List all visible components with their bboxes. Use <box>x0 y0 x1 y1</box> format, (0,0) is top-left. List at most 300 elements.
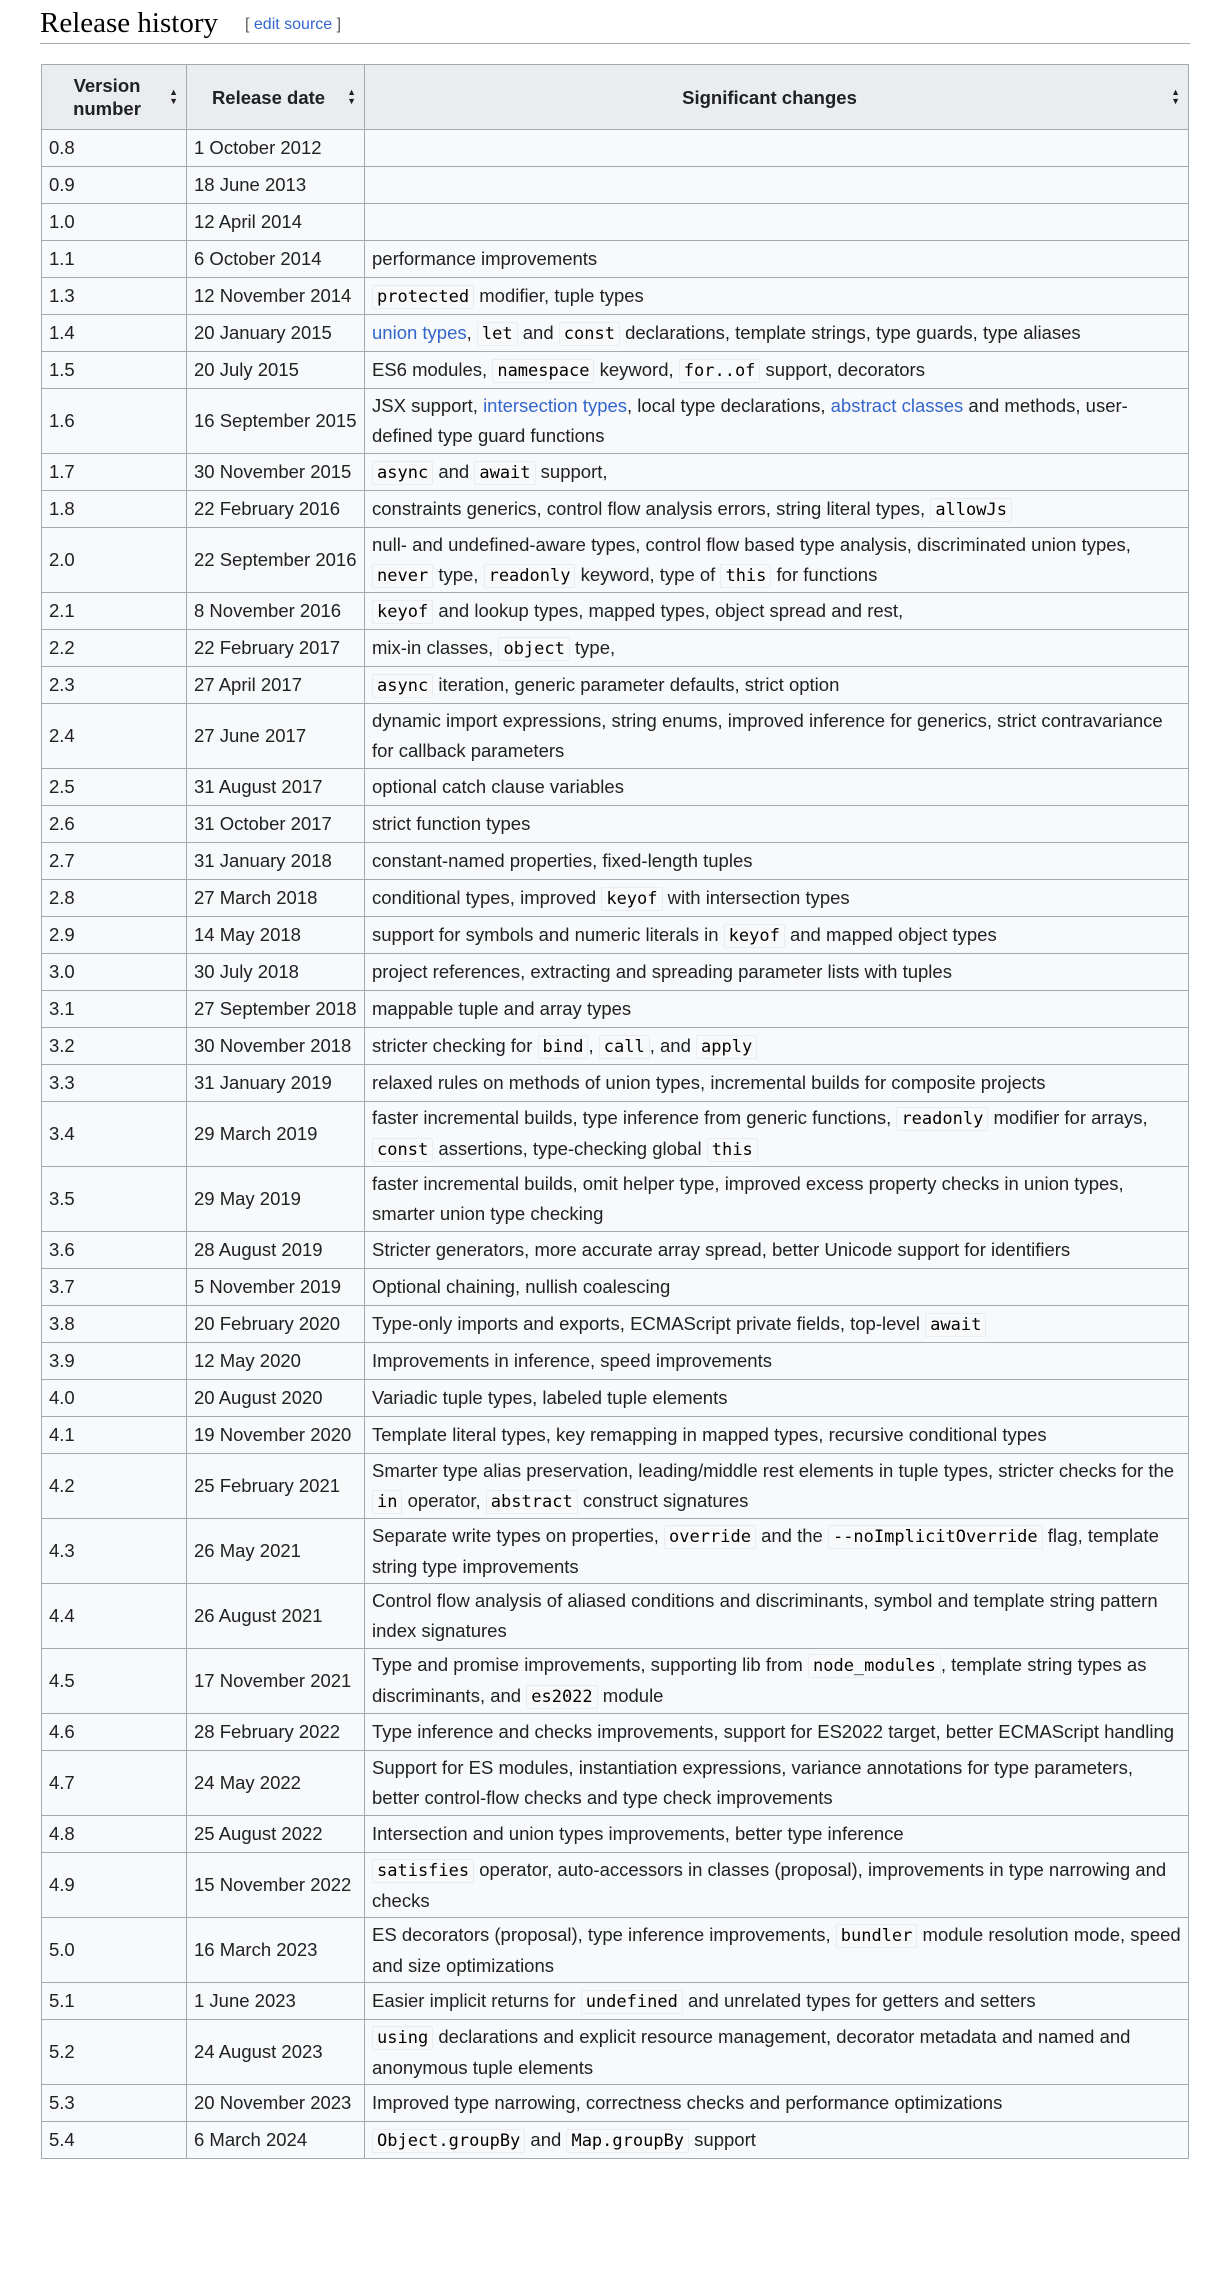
header-release-date-label: Release date <box>211 86 326 108</box>
code-keyword: keyof <box>372 600 433 624</box>
change-text: keyword, type of <box>575 563 721 585</box>
version-cell: 1.6 <box>42 389 187 454</box>
release-date-cell: 15 November 2022 <box>187 1853 365 1918</box>
table-row <box>42 241 1189 278</box>
release-date-cell: 29 May 2019 <box>187 1167 365 1232</box>
sort-icon[interactable]: ▲ ▼ <box>347 87 356 106</box>
table-row <box>42 2122 1189 2159</box>
change-text: constraints generics, control flow analysis errors, string literal types, <box>372 497 931 519</box>
code-keyword: Object.groupBy <box>372 2129 525 2153</box>
code-keyword: Map.groupBy <box>566 2129 689 2153</box>
release-date-cell: 31 January 2019 <box>187 1065 365 1102</box>
code-keyword: in <box>372 1490 402 1514</box>
table-row <box>42 278 1189 315</box>
table-row <box>42 917 1189 954</box>
table-row <box>42 1983 1189 2020</box>
release-date-cell: 14 May 2018 <box>187 917 365 954</box>
changes-cell <box>365 843 1189 880</box>
release-date-cell: 26 May 2021 <box>187 1519 365 1584</box>
changes-cell <box>365 1918 1189 1983</box>
changes-cell <box>365 1167 1189 1232</box>
change-text: and lookup types, mapped types, object spread and rest, <box>433 599 904 621</box>
change-text: , <box>466 321 477 343</box>
table-row <box>42 880 1189 917</box>
change-text: and <box>517 321 559 343</box>
change-text: project references, extracting and spreading parameter lists with tuples <box>372 961 952 982</box>
code-keyword: keyof <box>724 924 785 948</box>
version-cell: 2.2 <box>42 630 187 667</box>
changes-cell <box>365 1380 1189 1417</box>
change-text: assertions, type-checking global <box>433 1138 707 1159</box>
code-keyword: let <box>477 322 518 346</box>
table-row <box>42 204 1189 241</box>
release-date-cell: 19 November 2020 <box>187 1417 365 1454</box>
version-cell: 2.3 <box>42 667 187 704</box>
changes-cell <box>365 806 1189 843</box>
release-date-cell: 20 January 2015 <box>187 315 365 352</box>
change-text: with intersection types <box>662 886 850 908</box>
table-row <box>42 1065 1189 1102</box>
change-text: and mapped object types <box>784 923 997 945</box>
sort-icon[interactable]: ▲ ▼ <box>169 87 178 106</box>
code-keyword: async <box>372 674 433 698</box>
code-keyword: override <box>664 1525 756 1549</box>
table-row <box>42 1853 1189 1918</box>
table-row <box>42 1584 1189 1649</box>
table-body <box>42 130 1189 2159</box>
table-row <box>42 991 1189 1028</box>
code-keyword: protected <box>372 285 474 309</box>
code-keyword: this <box>707 1138 758 1162</box>
version-cell: 3.6 <box>42 1232 187 1269</box>
table-row <box>42 843 1189 880</box>
table-row <box>42 1714 1189 1751</box>
release-date-cell: 17 November 2021 <box>187 1649 365 1714</box>
change-text: type, <box>569 636 616 658</box>
release-date-cell: 12 April 2014 <box>187 204 365 241</box>
code-keyword: object <box>498 637 569 661</box>
version-cell: 3.2 <box>42 1028 187 1065</box>
table-row <box>42 1102 1189 1167</box>
change-text: declarations and explicit resource management, decorator metadata and named and anonymous tuple elements <box>372 2025 1131 2078</box>
changes-cell <box>365 1417 1189 1454</box>
change-text: , and <box>649 1034 697 1056</box>
changes-cell <box>365 241 1189 278</box>
code-keyword: call <box>599 1035 650 1059</box>
table-row <box>42 1028 1189 1065</box>
version-cell: 4.2 <box>42 1454 187 1519</box>
change-text: Easier implicit returns for <box>372 1989 581 2011</box>
release-date-cell: 5 November 2019 <box>187 1269 365 1306</box>
version-cell: 1.5 <box>42 352 187 389</box>
changes-cell <box>365 630 1189 667</box>
version-cell: 3.4 <box>42 1102 187 1167</box>
change-text: type, <box>433 563 484 585</box>
release-date-cell: 22 February 2016 <box>187 491 365 528</box>
code-keyword: for..of <box>679 359 761 383</box>
version-cell: 2.1 <box>42 593 187 630</box>
table-row <box>42 315 1189 352</box>
table-row <box>42 630 1189 667</box>
version-cell: 3.1 <box>42 991 187 1028</box>
release-history-table <box>41 64 1189 2159</box>
code-keyword: const <box>372 1138 433 1162</box>
release-date-cell: 1 October 2012 <box>187 130 365 167</box>
change-text: ES6 modules, <box>372 358 493 380</box>
code-keyword: await <box>474 461 535 485</box>
release-date-cell: 12 November 2014 <box>187 278 365 315</box>
change-text: and unrelated types for getters and setters <box>682 1989 1036 2011</box>
changes-cell <box>365 593 1189 630</box>
changes-cell <box>365 1232 1189 1269</box>
version-cell: 4.8 <box>42 1816 187 1853</box>
release-date-cell: 8 November 2016 <box>187 593 365 630</box>
change-text: module <box>597 1685 664 1706</box>
table-row <box>42 2020 1189 2085</box>
change-text: faster incremental builds, omit helper type, improved excess property checks in union types, smarter union type checking <box>372 1173 1124 1224</box>
changes-cell <box>365 352 1189 389</box>
table-row <box>42 1816 1189 1853</box>
release-date-cell: 20 August 2020 <box>187 1380 365 1417</box>
table-row <box>42 1232 1189 1269</box>
changes-cell <box>365 991 1189 1028</box>
changes-cell <box>365 1853 1189 1918</box>
change-text: JSX support, <box>372 395 484 416</box>
changes-cell <box>365 1714 1189 1751</box>
version-cell: 5.4 <box>42 2122 187 2159</box>
changes-cell <box>365 491 1189 528</box>
change-text: Intersection and union types improvements, better type inference <box>372 1823 904 1844</box>
change-text: performance improvements <box>372 248 598 269</box>
edit-bracket-close: ] <box>336 16 342 33</box>
changes-cell <box>365 1983 1189 2020</box>
change-text: conditional types, improved <box>372 886 602 908</box>
edit-source-link[interactable]: edit source <box>253 16 333 33</box>
changes-cell <box>365 130 1189 167</box>
changes-cell <box>365 315 1189 352</box>
version-cell: 2.6 <box>42 806 187 843</box>
section-title: Release history <box>40 7 218 39</box>
version-cell: 1.7 <box>42 454 187 491</box>
version-cell: 5.0 <box>42 1918 187 1983</box>
changes-cell <box>365 278 1189 315</box>
change-text: constant-named properties, fixed-length tuples <box>372 850 753 871</box>
table-row <box>42 454 1189 491</box>
version-cell: 4.5 <box>42 1649 187 1714</box>
header-significant-changes[interactable] <box>365 65 1189 130</box>
table-row <box>42 1751 1189 1816</box>
version-cell: 3.7 <box>42 1269 187 1306</box>
change-text: , <box>588 1034 599 1056</box>
version-cell: 4.1 <box>42 1417 187 1454</box>
table-row <box>42 352 1189 389</box>
change-text: mappable tuple and array types <box>372 998 632 1019</box>
edit-bracket-open: [ <box>245 16 250 33</box>
version-cell: 5.3 <box>42 2085 187 2122</box>
version-cell: 4.0 <box>42 1380 187 1417</box>
code-keyword: abstract <box>486 1490 578 1514</box>
changes-cell <box>365 704 1189 769</box>
changes-cell <box>365 2085 1189 2122</box>
release-date-cell: 30 November 2018 <box>187 1028 365 1065</box>
table-row <box>42 667 1189 704</box>
change-text: and <box>433 460 475 482</box>
table-row <box>42 1454 1189 1519</box>
code-keyword: allowJs <box>930 498 1012 522</box>
code-keyword: async <box>372 461 433 485</box>
change-text: keyword, <box>594 358 679 380</box>
table-row <box>42 1380 1189 1417</box>
changes-cell <box>365 1269 1189 1306</box>
change-text: and the <box>755 1524 828 1546</box>
release-date-cell: 27 September 2018 <box>187 991 365 1028</box>
change-text: and <box>525 2128 567 2150</box>
code-keyword: --noImplicitOverride <box>828 1525 1043 1549</box>
change-text: support, <box>535 460 608 482</box>
wiki-link[interactable]: intersection types <box>483 395 628 416</box>
release-date-cell: 28 August 2019 <box>187 1232 365 1269</box>
version-cell: 4.9 <box>42 1853 187 1918</box>
header-release-date[interactable] <box>187 65 365 130</box>
changes-cell <box>365 454 1189 491</box>
change-text: Stricter generators, more accurate array spread, better Unicode support for identifiers <box>372 1239 1071 1260</box>
edit-section <box>245 15 341 35</box>
change-text: Control flow analysis of aliased conditions and discriminants, symbol and template string pattern index signatures <box>372 1590 1158 1641</box>
changes-cell <box>365 389 1189 454</box>
table-row <box>42 130 1189 167</box>
sort-icon[interactable]: ▲ ▼ <box>1171 87 1180 106</box>
code-keyword: using <box>372 2026 433 2050</box>
change-text: , template string types as discriminants, and <box>372 1654 1147 1706</box>
wiki-link[interactable]: abstract classes <box>830 395 964 416</box>
version-cell: 4.3 <box>42 1519 187 1584</box>
change-text: modifier for arrays, <box>988 1107 1148 1128</box>
change-text: strict function types <box>372 813 531 834</box>
code-keyword: bundler <box>836 1924 918 1948</box>
release-date-cell: 31 January 2018 <box>187 843 365 880</box>
version-cell: 2.4 <box>42 704 187 769</box>
change-text: support for symbols and numeric literals in <box>372 923 724 945</box>
table-row <box>42 1417 1189 1454</box>
code-keyword: es2022 <box>526 1685 597 1709</box>
version-cell: 5.1 <box>42 1983 187 2020</box>
release-date-cell: 16 September 2015 <box>187 389 365 454</box>
release-date-cell: 12 May 2020 <box>187 1343 365 1380</box>
code-keyword: node_modules <box>808 1654 941 1678</box>
change-text: and methods, user-defined type guard functions <box>372 395 1128 446</box>
table-row <box>42 491 1189 528</box>
change-text: optional catch clause variables <box>372 776 624 797</box>
version-cell: 0.9 <box>42 167 187 204</box>
release-date-cell: 22 September 2016 <box>187 528 365 593</box>
change-text: Support for ES modules, instantiation expressions, variance annotations for type parameters, better control-flow checks and type check improvements <box>372 1757 1133 1808</box>
change-text: Template literal types, key remapping in mapped types, recursive conditional types <box>372 1424 1047 1445</box>
release-date-cell: 22 February 2017 <box>187 630 365 667</box>
changes-cell <box>365 667 1189 704</box>
table-row <box>42 389 1189 454</box>
version-cell: 2.5 <box>42 769 187 806</box>
table-row <box>42 1649 1189 1714</box>
code-keyword: never <box>372 564 433 588</box>
release-date-cell: 20 February 2020 <box>187 1306 365 1343</box>
release-date-cell: 26 August 2021 <box>187 1584 365 1649</box>
table-row <box>42 2085 1189 2122</box>
version-cell: 3.8 <box>42 1306 187 1343</box>
changes-cell <box>365 1519 1189 1584</box>
release-date-cell: 18 June 2013 <box>187 167 365 204</box>
table-row <box>42 167 1189 204</box>
version-cell: 4.6 <box>42 1714 187 1751</box>
changes-cell <box>365 1343 1189 1380</box>
changes-cell <box>365 2122 1189 2159</box>
change-text: flag, template string type improvements <box>372 1524 1159 1577</box>
release-date-cell: 1 June 2023 <box>187 1983 365 2020</box>
changes-cell <box>365 528 1189 593</box>
change-text: Separate write types on properties, <box>372 1524 665 1546</box>
release-date-cell: 25 August 2022 <box>187 1816 365 1853</box>
table-row <box>42 593 1189 630</box>
release-date-cell: 30 November 2015 <box>187 454 365 491</box>
header-version-label: Version number <box>73 75 141 119</box>
changes-cell <box>365 1102 1189 1167</box>
release-date-cell: 30 July 2018 <box>187 954 365 991</box>
change-text: faster incremental builds, type inference from generic functions, <box>372 1107 897 1128</box>
change-text: support <box>689 2128 756 2150</box>
version-cell: 1.8 <box>42 491 187 528</box>
table-row <box>42 769 1189 806</box>
change-text: support, decorators <box>760 358 925 380</box>
change-text: operator, <box>402 1489 486 1511</box>
changes-cell <box>365 167 1189 204</box>
change-text: Variadic tuple types, labeled tuple elements <box>372 1387 728 1408</box>
release-date-cell: 20 July 2015 <box>187 352 365 389</box>
change-text: Type-only imports and exports, ECMAScript private fields, top-level <box>372 1312 926 1334</box>
change-text: Type and promise improvements, supporting lib from <box>372 1654 808 1675</box>
release-date-cell: 25 February 2021 <box>187 1454 365 1519</box>
table-row <box>42 1918 1189 1983</box>
header-version-number[interactable] <box>42 65 187 130</box>
changes-cell <box>365 1028 1189 1065</box>
table-row <box>42 704 1189 769</box>
release-date-cell: 29 March 2019 <box>187 1102 365 1167</box>
change-text: Optional chaining, nullish coalescing <box>372 1276 671 1297</box>
release-date-cell: 31 August 2017 <box>187 769 365 806</box>
release-date-cell: 24 August 2023 <box>187 2020 365 2085</box>
table-row <box>42 1167 1189 1232</box>
change-text: Smarter type alias preservation, leading/middle rest elements in tuple types, stricter checks for the <box>372 1459 1175 1481</box>
version-cell: 3.0 <box>42 954 187 991</box>
release-date-cell: 6 March 2024 <box>187 2122 365 2159</box>
code-keyword: const <box>559 322 620 346</box>
table-row <box>42 954 1189 991</box>
version-cell: 2.7 <box>42 843 187 880</box>
version-cell: 3.9 <box>42 1343 187 1380</box>
version-cell: 2.9 <box>42 917 187 954</box>
change-text: operator, auto-accessors in classes (proposal), improvements in type narrowing and checks <box>372 1858 1167 1911</box>
release-date-cell: 27 March 2018 <box>187 880 365 917</box>
change-text: ES decorators (proposal), type inference improvements, <box>372 1923 836 1945</box>
changes-cell <box>365 1816 1189 1853</box>
release-date-cell: 6 October 2014 <box>187 241 365 278</box>
change-text: , local type declarations, <box>627 395 831 416</box>
change-text: modifier, tuple types <box>474 284 644 306</box>
release-date-cell: 31 October 2017 <box>187 806 365 843</box>
code-keyword: await <box>925 1313 986 1337</box>
code-keyword: namespace <box>492 359 594 383</box>
table-header-row <box>42 65 1189 130</box>
release-date-cell: 20 November 2023 <box>187 2085 365 2122</box>
table-row <box>42 1306 1189 1343</box>
code-keyword: apply <box>696 1035 757 1059</box>
wiki-link[interactable]: union types <box>372 321 467 343</box>
code-keyword: satisfies <box>372 1859 474 1883</box>
code-keyword: undefined <box>581 1990 683 2014</box>
changes-cell <box>365 954 1189 991</box>
change-text: Improved type narrowing, correctness checks and performance optimizations <box>372 2092 1003 2113</box>
changes-cell <box>365 769 1189 806</box>
change-text: iteration, generic parameter defaults, strict option <box>433 673 840 695</box>
change-text: relaxed rules on methods of union types, incremental builds for composite projects <box>372 1072 1046 1093</box>
changes-cell <box>365 880 1189 917</box>
change-text: mix-in classes, <box>372 636 499 658</box>
change-text: construct signatures <box>577 1489 749 1511</box>
version-cell: 1.0 <box>42 204 187 241</box>
change-text: Improvements in inference, speed improvements <box>372 1350 772 1371</box>
changes-cell <box>365 1649 1189 1714</box>
release-date-cell: 24 May 2022 <box>187 1751 365 1816</box>
version-cell: 0.8 <box>42 130 187 167</box>
code-keyword: keyof <box>601 887 662 911</box>
header-significant-changes-label: Significant changes <box>682 86 857 108</box>
release-date-cell: 27 June 2017 <box>187 704 365 769</box>
table-row <box>42 806 1189 843</box>
version-cell: 5.2 <box>42 2020 187 2085</box>
changes-cell <box>365 1454 1189 1519</box>
changes-cell <box>365 1065 1189 1102</box>
changes-cell <box>365 204 1189 241</box>
change-text: stricter checking for <box>372 1034 538 1056</box>
change-text: for functions <box>771 563 878 585</box>
version-cell: 4.7 <box>42 1751 187 1816</box>
release-date-cell: 28 February 2022 <box>187 1714 365 1751</box>
change-text: null- and undefined-aware types, control flow based type analysis, discriminated union types, <box>372 533 1131 555</box>
version-cell: 3.3 <box>42 1065 187 1102</box>
changes-cell <box>365 1751 1189 1816</box>
version-cell: 1.3 <box>42 278 187 315</box>
release-date-cell: 27 April 2017 <box>187 667 365 704</box>
change-text: dynamic import expressions, string enums, improved inference for generics, strict contravariance for callback parameters <box>372 710 1163 761</box>
release-date-cell: 16 March 2023 <box>187 1918 365 1983</box>
code-keyword: bind <box>538 1035 589 1059</box>
change-text: declarations, template strings, type guards, type aliases <box>619 321 1081 343</box>
changes-cell <box>365 2020 1189 2085</box>
table-row <box>42 1343 1189 1380</box>
version-cell: 1.1 <box>42 241 187 278</box>
table-row <box>42 1519 1189 1584</box>
change-text: Type inference and checks improvements, support for ES2022 target, better ECMAScript handling <box>372 1721 1175 1742</box>
version-cell: 3.5 <box>42 1167 187 1232</box>
code-keyword: this <box>720 564 771 588</box>
changes-cell <box>365 917 1189 954</box>
code-keyword: readonly <box>896 1107 988 1131</box>
code-keyword: readonly <box>484 564 576 588</box>
version-cell: 2.0 <box>42 528 187 593</box>
version-cell: 4.4 <box>42 1584 187 1649</box>
changes-cell <box>365 1306 1189 1343</box>
table-row <box>42 528 1189 593</box>
version-cell: 2.8 <box>42 880 187 917</box>
version-cell: 1.4 <box>42 315 187 352</box>
